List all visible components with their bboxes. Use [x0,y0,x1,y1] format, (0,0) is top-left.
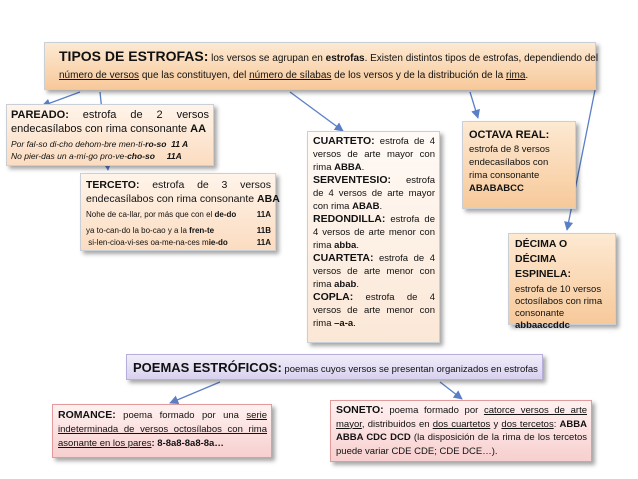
redondilla-text: estrofa de 4 versos de arte menor con rima [313,214,435,251]
header-desc-h: rima [505,70,526,81]
terceto-ex3b: ie-do [208,238,228,247]
cuarteta-title: CUARTETA: [313,252,374,264]
romance-c: : 8-8a8-8a8-8a… [151,438,224,449]
header-desc-i: . [525,70,529,81]
terceto-ex1a: Nohe de ca-llar, por más que con el [86,210,215,219]
octava-l3: rima consonante [469,170,540,181]
poemas-desc: poemas cuyos versos se presentan organizados en estrofas [281,364,538,375]
pareado-line2: endecasílabos con rima consonante [11,123,191,135]
arrow-to-romance [170,382,220,403]
soneto-box [330,400,592,462]
octava-l2: endecasílabos con [469,157,549,168]
romance-b: serie indeterminada de versos octosílabos con rima asonante en los pares [58,410,267,449]
terceto-w3: 3 [221,179,228,191]
copla-rhyme: –a-a [334,318,354,329]
cuarteta-text: estrofa de 4 versos de arte menor con rima [313,253,435,290]
redondilla-title: REDONDILLA: [313,213,386,225]
pareado-box [6,104,214,166]
decima-l2: octosílabos con rima [515,296,603,307]
terceto-ex2b: fren-te [189,226,215,235]
serventesio-rhyme: ABAB [352,201,380,212]
cuarteto-title: CUARTETO: [313,135,375,147]
decima-title1: DÉCIMA O [515,238,568,250]
copla-text: estrofa de 4 versos de arte menor con rima [313,292,435,329]
soneto-a: poema formado por [383,405,484,416]
poemas-title: POEMAS ESTRÓFICOS: [133,360,282,375]
soneto-d: dos cuartetos [432,418,491,430]
terceto-ex3a: si-len-cioa-vi-ses oa-me-na-ces m [86,238,209,247]
pareado-ex1a: Por fal-so di-cho dehom-bre men-ti- [11,139,146,149]
soneto-c: , distribuidos en [361,418,433,430]
cuarteta-rhyme: abab [334,279,357,290]
soneto-h: ABBA ABBA CDC DCD [336,418,587,443]
soneto-f: dos tercetos [501,418,554,430]
header-desc-a: los versos se agrupan en [208,53,326,64]
header-desc-e: que las constituyen, del [139,70,250,81]
terceto-w1: estrofa [152,179,185,191]
decima-rhyme: abbaaccddc [515,320,570,331]
decima-title2: DÉCIMA ESPINELA: [515,253,572,280]
pareado-ex1b: ro-so [145,139,167,149]
pareado-w1: estrofa [82,109,117,121]
terceto-ex2c: 11B [256,226,271,235]
redondilla-rhyme: abba [334,240,357,251]
serventesio-title: SERVENTESIO: [313,174,391,186]
pareado-w4: versos [176,109,209,121]
soneto-b: catorce versos de arte mayor [336,405,587,430]
cuarteto-group-box: CUARTETO: estrofa de 4 versos de arte mayor con rima ABBA. SERVENTESIO: estrofa de 4 versos de arte mayor con rima ABAB. REDONDILLA: estrofa de 4 versos de arte menor con rima abba. CUARTETA: estrofa de 4 versos de arte menor con rima abab. COPLA: estrofa de 4 versos de arte menor con rima –a-a. [307,131,440,343]
serventesio-text: estrofa de 4 versos de arte mayor con rima [313,175,435,212]
romance-title: ROMANCE: [58,409,116,421]
cuarteto-text: estrofa de 4 versos de arte mayor con rima [313,136,435,173]
header-title: TIPOS DE ESTROFAS: [59,48,209,64]
terceto-ex2a: ya to-can-do la bo-cao y a la [86,226,190,235]
pareado-ex2a: No pier-das un a-mi-go pro-ve- [11,151,128,161]
pareado-w3: 2 [156,109,163,121]
romance-box [52,404,272,458]
tipos-estrofas-header [44,42,599,90]
terceto-title: TERCETO: [86,179,140,191]
decima-l3: consonante [515,308,565,319]
pareado-ex1c: 11 A [171,139,189,149]
terceto-w2: de [197,179,209,191]
copla-title: COPLA: [313,291,354,303]
romance-a: poema formado por una [115,410,247,421]
decima-box [508,233,616,331]
terceto-ex1b: de-do [214,210,237,219]
pareado-ex2b: cho-so [127,151,155,161]
octava-l1: estrofa de 8 versos [469,144,550,155]
decima-l1: estrofa de 10 versos [515,284,602,295]
header-desc-g: de los versos y de la distribución de la [331,70,506,81]
header-desc-f: número de sílabas [249,70,332,81]
arrow-to-cuarteto [290,92,343,131]
octava-real-box [462,121,576,209]
terceto-line2: endecasílabos con rima consonante [86,193,258,205]
pareado-ex2c: 11A [166,151,182,161]
soneto-i: (la disposición de la rima de los tercetos puede variar CDE CDE; CDE DCE…). [336,432,587,457]
octava-rhyme: ABABABCC [469,183,524,194]
terceto-box [80,173,280,251]
header-desc-b: estrofas [325,53,365,64]
octava-title: OCTAVA REAL: [469,129,550,141]
soneto-e: y [490,418,502,430]
soneto-g: : [553,418,560,430]
header-desc-c: . Existen distintos tipos de estrofas, dependiendo del [364,53,599,64]
terceto-w4: versos [240,179,271,191]
arrow-to-soneto [440,382,462,399]
pareado-title: PAREADO: [11,109,69,121]
arrow-to-octava [470,92,478,118]
poemas-estroficos-box [126,354,543,380]
soneto-title: SONETO: [336,404,384,416]
terceto-ex1c: 11A [256,210,271,219]
cuarteto-rhyme: ABBA [334,162,362,173]
terceto-rhyme: ABA [257,193,280,205]
terceto-ex3c: 11A [256,238,271,247]
pareado-w2: de [130,109,143,121]
header-desc-d: número de versos [59,70,140,81]
pareado-rhyme: AA [190,123,207,135]
